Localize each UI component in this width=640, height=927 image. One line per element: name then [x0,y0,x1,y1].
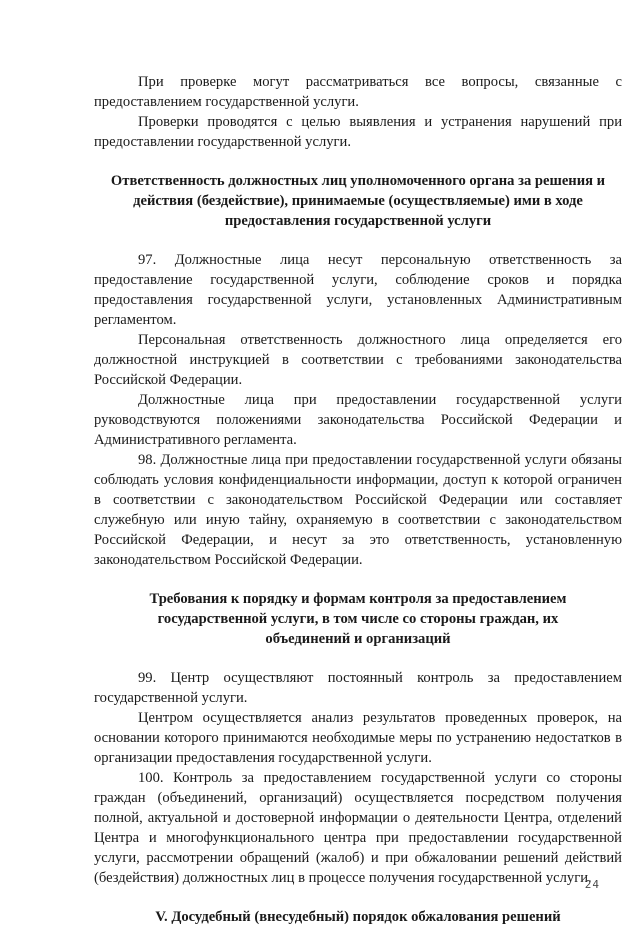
section-heading-control-requirements: Требования к порядку и формам контроля за предоставлением государственной услуги, в том числе со стороны граждан, их объединений и организаций [149,591,567,647]
document-page [94,72,622,927]
paragraph-97: 97. Должностные лица несут персональную ответственность за предоставление государственной услуги, соблюдение сроков и порядка предоставления государственной услуги, установленных Административным регламентом. [94,252,622,328]
chapter-heading-appeal: V. Досудебный (внесудебный) порядок обжалования решений [155,909,561,925]
paragraph-100: 100. Контроль за предоставлением государственной услуги со стороны граждан (объединений, организаций) осуществляется посредством получения полной, актуальной и достоверной информации о деятельности Центра, отделений Центра и многофункционального центра при предоставлении государственной услуги, рассмотрении обращений (жалоб) и при обжаловании решений действий (бездействия) должностных лиц в процессе получения государственной услуги. [94,770,622,886]
paragraph-98: 98. Должностные лица при предоставлении государственной услуги обязаны соблюдать условия конфиденциальности информации, доступ к которой ограничен в соответствии с законодательством Российской Федерации или составляет служебную или иную тайну, охраняемую в соответствии с законодательством Российской Федерации, и несут за это ответственность, установленную законодательством Российской Федерации. [94,452,622,568]
paragraph-intro-1: При проверке могут рассматриваться все вопросы, связанные с предоставлением государственной услуги. [94,74,622,110]
paragraph-inspection-analysis: Центром осуществляется анализ результатов проведенных проверок, на основании которого принимаются необходимые меры по устранению недостатков в организации предоставления государственной услуги. [94,710,622,766]
paragraph-personal-responsibility: Персональная ответственность должностного лица определяется его должностной инструкцией в соответствии с требованиями законодательства Российской Федерации. [94,332,622,388]
section-heading-responsibility: Ответственность должностных лиц уполномоченного органа за решения и действия (бездействие), принимаемые (осуществляемые) ими в ходе предоставления государственной услуги [110,173,606,229]
paragraph-99: 99. Центр осуществляют постоянный контроль за предоставлением государственной услуги. [94,670,622,706]
paragraph-intro-2: Проверки проводятся с целью выявления и устранения нарушений при предоставлении государственной услуги. [94,114,622,150]
paragraph-officials-guided: Должностные лица при предоставлении государственной услуги руководствуются положениями законодательства Российской Федерации и Административного регламента. [94,392,622,448]
page-number: 24 [584,878,600,891]
